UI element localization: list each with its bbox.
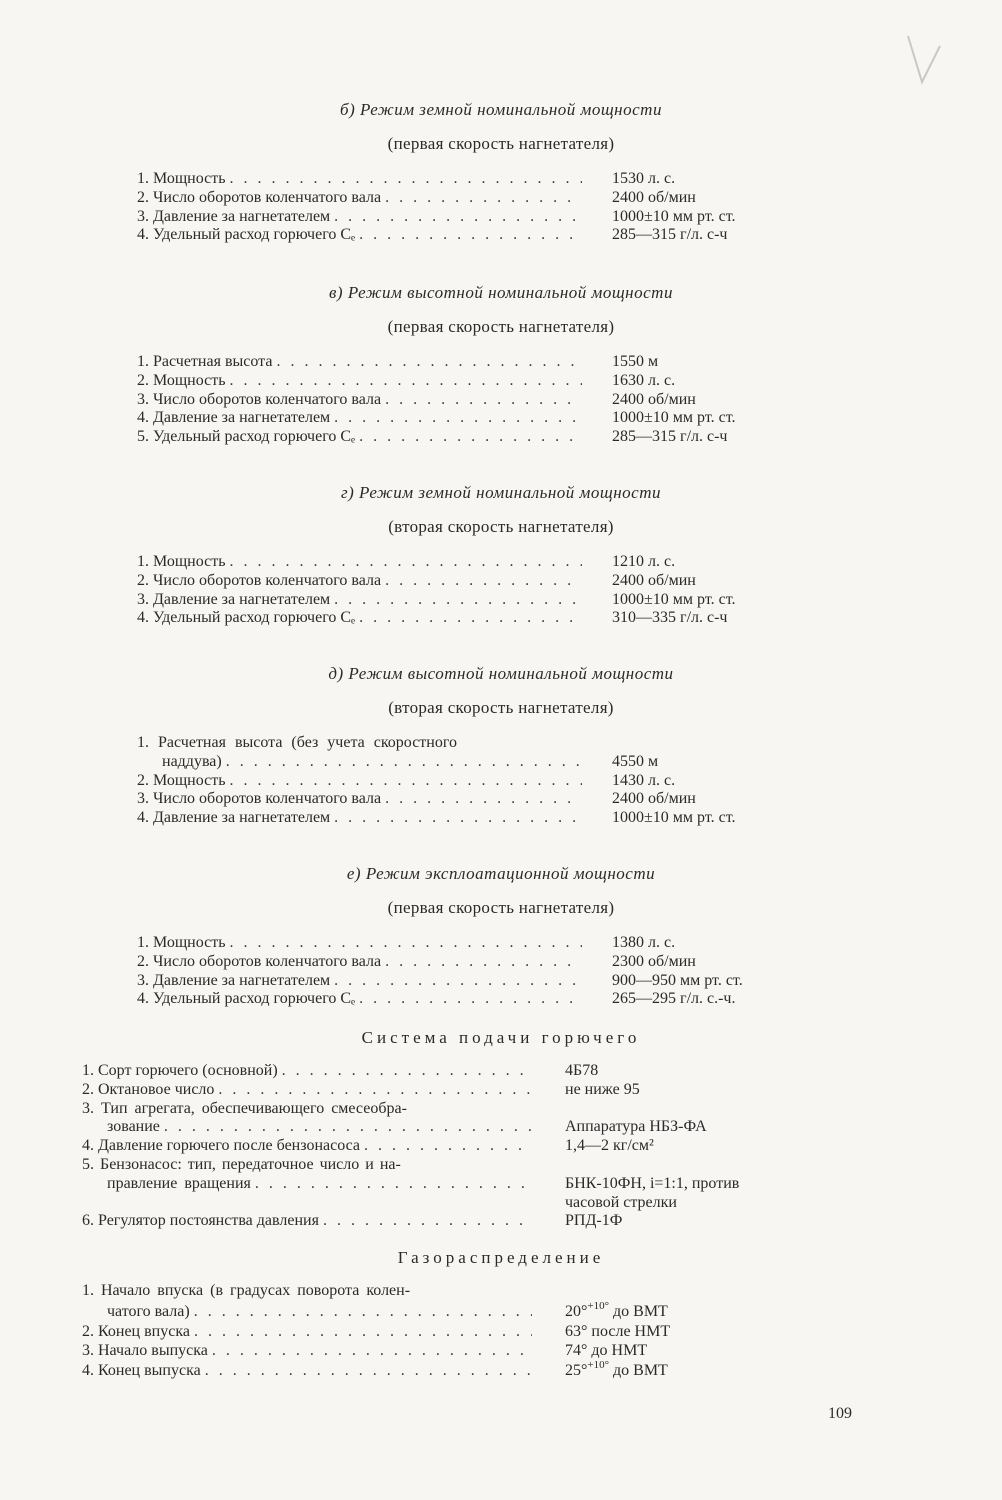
spec-row bbox=[82, 1212, 842, 1231]
spec-value: 2400 об/мин bbox=[612, 390, 696, 408]
spec-row bbox=[137, 208, 797, 227]
leader-dots bbox=[319, 1212, 532, 1231]
spec-value: 1380 л. с. bbox=[612, 934, 676, 951]
spec-value: 1000±10 мм рт. ст. bbox=[612, 207, 736, 225]
spec-list bbox=[137, 553, 797, 628]
spec-label: 1. Мощность bbox=[137, 934, 226, 951]
spec-row bbox=[82, 1137, 842, 1156]
spec-label: 3. Давление за нагнетателем bbox=[137, 971, 331, 989]
spec-value: не ниже 95 bbox=[565, 1080, 640, 1098]
leader-dots bbox=[381, 391, 582, 410]
spec-label: 2. Конец впуска bbox=[82, 1322, 190, 1340]
leader-dots bbox=[226, 372, 583, 391]
spec-row-continuation bbox=[82, 1301, 842, 1323]
spec-row bbox=[137, 609, 797, 628]
spec-row bbox=[137, 391, 797, 410]
leader-dots bbox=[381, 953, 582, 972]
section-title: в) Режим высотной номинальной мощности bbox=[329, 283, 673, 302]
value-main: 20° bbox=[565, 1302, 588, 1320]
value-tolerance: +10° bbox=[587, 1299, 610, 1312]
spec-label: 4. Давление за нагнетателем bbox=[137, 409, 331, 427]
spec-value: 1550 м bbox=[612, 353, 659, 370]
spec-value: 1530 л. с. bbox=[612, 170, 676, 187]
spec-row bbox=[137, 572, 797, 591]
leader-dots bbox=[360, 1137, 532, 1156]
spec-label: 3. Давление за нагнетателем bbox=[137, 590, 331, 608]
spec-value: 285—315 г/л. с-ч bbox=[612, 226, 728, 244]
leader-dots bbox=[355, 609, 582, 628]
leader-dots bbox=[381, 790, 582, 809]
leader-dots bbox=[226, 934, 583, 953]
spec-label: 1. Расчетная высота (без учета скоростного bbox=[137, 734, 458, 751]
spec-value-continuation-row bbox=[82, 1194, 842, 1213]
section-subtitle: (первая скорость нагнетателя) bbox=[387, 134, 615, 153]
spec-row bbox=[137, 353, 797, 372]
spec-row bbox=[137, 553, 797, 572]
spec-row bbox=[137, 226, 797, 245]
section-e bbox=[0, 864, 1002, 1009]
spec-label: 1. Мощность bbox=[137, 170, 226, 187]
spec-value bbox=[532, 1301, 668, 1323]
value-main: 63° bbox=[565, 1322, 588, 1340]
spec-value: 265—295 г/л. с.-ч. bbox=[612, 990, 736, 1008]
spec-list bbox=[137, 934, 797, 1009]
spec-row bbox=[82, 1282, 842, 1301]
spec-value: 2300 об/мин bbox=[612, 952, 696, 970]
gas-distribution-section bbox=[0, 1248, 1002, 1382]
section-title: б) Режим земной номинальной мощности bbox=[340, 100, 662, 119]
spec-label-continuation: правление вращения bbox=[107, 1174, 251, 1192]
spec-label: 1. Мощность bbox=[137, 553, 226, 570]
leader-dots bbox=[381, 572, 582, 591]
spec-label: 2. Число оборотов коленчатого вала bbox=[137, 571, 382, 589]
leader-dots bbox=[330, 591, 582, 610]
spec-label: 1. Начало впуска (в градусах поворота колен- bbox=[82, 1282, 411, 1299]
section-b bbox=[0, 100, 1002, 245]
spec-list bbox=[137, 734, 797, 828]
spec-value: РПД-1Ф bbox=[565, 1212, 623, 1230]
page-number: 109 bbox=[828, 1405, 852, 1422]
value-reference: после НМТ bbox=[587, 1322, 671, 1340]
leader-dots bbox=[381, 189, 582, 208]
spec-label: 1. Расчетная высота bbox=[137, 353, 273, 370]
spec-row bbox=[137, 591, 797, 610]
spec-value bbox=[532, 1360, 668, 1382]
spec-value: 1000±10 мм рт. ст. bbox=[612, 590, 736, 608]
spec-row bbox=[137, 772, 797, 791]
leader-dots bbox=[355, 428, 582, 447]
spec-list bbox=[82, 1282, 842, 1382]
spec-row-continuation bbox=[137, 753, 797, 772]
leader-dots bbox=[251, 1175, 532, 1194]
value-reference: до ВМТ bbox=[609, 1362, 668, 1380]
leader-dots bbox=[330, 809, 582, 828]
leader-dots bbox=[226, 170, 583, 189]
leader-dots bbox=[160, 1118, 532, 1137]
spec-row bbox=[137, 734, 797, 753]
value-reference: до ВМТ bbox=[609, 1302, 668, 1320]
spec-row bbox=[82, 1156, 842, 1175]
spec-label-continuation: чатого вала) bbox=[107, 1302, 190, 1320]
spec-label: 1. Сорт горючего (основной) bbox=[82, 1062, 278, 1079]
spec-label-continuation: наддува) bbox=[162, 752, 222, 770]
section-subtitle: (первая скорость нагнетателя) bbox=[387, 898, 615, 917]
spec-label: 3. Тип агрегата, обеспечивающего смесеобра- bbox=[82, 1099, 407, 1117]
spec-label-continuation: зование bbox=[107, 1118, 160, 1136]
leader-dots bbox=[330, 208, 582, 227]
spec-label: 4. Удельный расход горючего Cₑ bbox=[137, 226, 356, 244]
spec-value: 4550 м bbox=[612, 752, 659, 770]
spec-row bbox=[137, 170, 797, 189]
leader-dots bbox=[190, 1301, 532, 1323]
spec-row bbox=[82, 1100, 842, 1119]
spec-row bbox=[137, 189, 797, 208]
spec-row bbox=[137, 972, 797, 991]
spec-row bbox=[82, 1360, 842, 1382]
spec-value: БНК-10ФН, i=1:1, против bbox=[565, 1174, 740, 1192]
leader-dots bbox=[190, 1323, 532, 1342]
spec-value-continuation: часовой стрелки bbox=[565, 1193, 677, 1211]
spec-value: 4Б78 bbox=[565, 1062, 599, 1079]
spec-label: 3. Число оборотов коленчатого вала bbox=[137, 390, 382, 408]
spec-label: 5. Бензонасос: тип, передаточное число и на- bbox=[82, 1155, 401, 1173]
spec-row bbox=[82, 1081, 842, 1100]
spec-value: Аппаратура НБЗ-ФА bbox=[565, 1118, 707, 1136]
value-reference: до НМТ bbox=[587, 1341, 648, 1359]
spec-label: 2. Число оборотов коленчатого вала bbox=[137, 952, 382, 970]
spec-value: 1430 л. с. bbox=[612, 771, 676, 789]
spec-value: 2400 об/мин bbox=[612, 790, 696, 808]
spec-label: 2. Число оборотов коленчатого вала bbox=[137, 188, 382, 206]
spec-label: 5. Удельный расход горючего Cₑ bbox=[137, 428, 356, 446]
spec-value: 1630 л. с. bbox=[612, 371, 676, 389]
spec-row bbox=[82, 1062, 842, 1081]
spec-list bbox=[137, 170, 797, 245]
spec-list bbox=[137, 353, 797, 447]
section-title: г) Режим земной номинальной мощности bbox=[341, 483, 661, 502]
value-main: 74° bbox=[565, 1341, 588, 1359]
value-tolerance: +10° bbox=[587, 1359, 610, 1372]
spec-row bbox=[82, 1323, 842, 1342]
fuel-system-section bbox=[0, 1028, 1002, 1231]
spec-label: 2. Мощность bbox=[137, 771, 226, 789]
section-subtitle: (вторая скорость нагнетателя) bbox=[388, 517, 614, 536]
spec-label: 6. Регулятор постоянства давления bbox=[82, 1212, 319, 1230]
spec-value: 1000±10 мм рт. ст. bbox=[612, 809, 736, 827]
spec-label: 4. Давление горючего после бензонасоса bbox=[82, 1137, 361, 1155]
spec-label: 3. Давление за нагнетателем bbox=[137, 207, 331, 225]
spec-label: 4. Давление за нагнетателем bbox=[137, 809, 331, 827]
spec-label: 4. Конец выпуска bbox=[82, 1362, 201, 1380]
section-g bbox=[0, 483, 1002, 628]
spec-value: 900—950 мм рт. ст. bbox=[612, 971, 743, 989]
leader-dots bbox=[226, 772, 583, 791]
leader-dots bbox=[355, 226, 582, 245]
spec-value: 1210 л. с. bbox=[612, 553, 676, 570]
leader-dots bbox=[222, 753, 582, 772]
spec-value bbox=[532, 1342, 647, 1361]
spec-label: 3. Начало выпуска bbox=[82, 1341, 208, 1359]
spec-list bbox=[82, 1062, 842, 1231]
handwritten-check-mark-icon bbox=[900, 30, 960, 90]
section-title: Система подачи горючего bbox=[361, 1028, 641, 1047]
section-d bbox=[0, 664, 1002, 828]
leader-dots bbox=[355, 990, 582, 1009]
spec-value: 285—315 г/л. с-ч bbox=[612, 428, 728, 446]
spec-row bbox=[82, 1342, 842, 1361]
spec-label: 2. Мощность bbox=[137, 371, 226, 389]
spec-row bbox=[137, 790, 797, 809]
spec-row bbox=[137, 934, 797, 953]
section-subtitle: (первая скорость нагнетателя) bbox=[387, 317, 615, 336]
leader-dots bbox=[208, 1342, 532, 1361]
leader-dots bbox=[201, 1360, 532, 1382]
section-title: Газораспределение bbox=[397, 1248, 605, 1267]
spec-value: 1,4—2 кг/см² bbox=[565, 1137, 654, 1155]
spec-label: 2. Октановое число bbox=[82, 1080, 215, 1098]
spec-label: 4. Удельный расход горючего Cₑ bbox=[137, 990, 356, 1008]
section-title: е) Режим эксплоатационной мощности bbox=[346, 864, 656, 883]
spec-value: 2400 об/мин bbox=[612, 188, 696, 206]
spec-row bbox=[137, 809, 797, 828]
section-v bbox=[0, 283, 1002, 447]
spec-value: 1000±10 мм рт. ст. bbox=[612, 409, 736, 427]
spec-value bbox=[532, 1323, 670, 1342]
spec-label: 4. Удельный расход горючего Cₑ bbox=[137, 609, 356, 627]
leader-dots bbox=[330, 409, 582, 428]
leader-dots bbox=[214, 1081, 532, 1100]
spec-value: 310—335 г/л. с-ч bbox=[612, 609, 728, 627]
spec-row-continuation bbox=[82, 1118, 842, 1137]
spec-row bbox=[137, 409, 797, 428]
spec-row-continuation bbox=[82, 1175, 842, 1194]
leader-dots bbox=[278, 1062, 532, 1081]
spec-row bbox=[137, 428, 797, 447]
leader-dots bbox=[330, 972, 582, 991]
spec-row bbox=[137, 953, 797, 972]
spec-row bbox=[137, 990, 797, 1009]
spec-row bbox=[137, 372, 797, 391]
leader-dots bbox=[226, 553, 583, 572]
spec-value: 2400 об/мин bbox=[612, 571, 696, 589]
section-subtitle: (вторая скорость нагнетателя) bbox=[388, 698, 614, 717]
section-title: д) Режим высотной номинальной мощности bbox=[328, 664, 674, 683]
value-main: 25° bbox=[565, 1362, 588, 1380]
leader-dots bbox=[272, 353, 582, 372]
spec-label: 3. Число оборотов коленчатого вала bbox=[137, 790, 382, 808]
